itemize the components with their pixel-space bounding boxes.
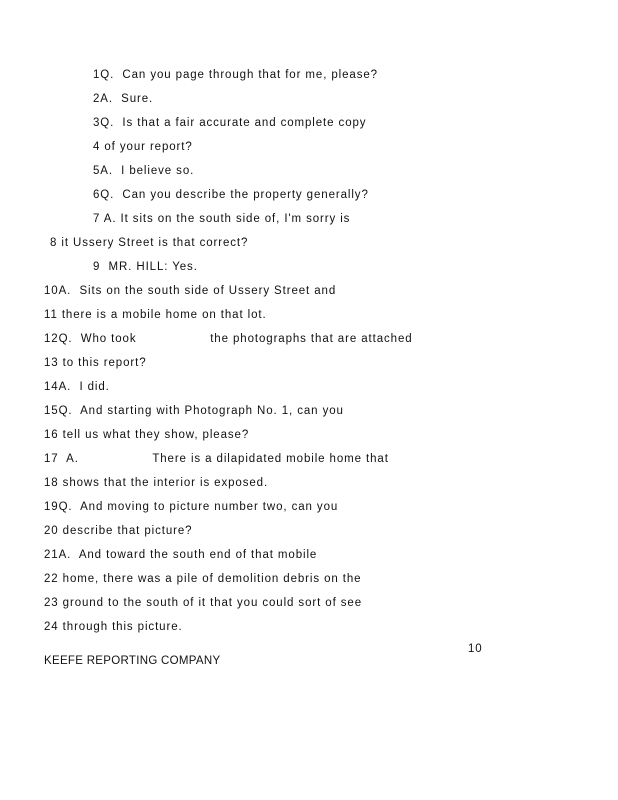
transcript-line: 15Q. And starting with Photograph No. 1, can you [44, 405, 344, 417]
transcript-line: 17 A. There is a dilapidated mobile home that [44, 453, 389, 465]
transcript-line: 18 shows that the interior is exposed. [44, 477, 269, 489]
transcript-line: 13 to this report? [44, 357, 147, 369]
transcript-line: 11 there is a mobile home on that lot. [44, 309, 267, 321]
transcript-line: 12Q. Who took the photographs that are attached [44, 333, 413, 345]
page-number: 10 [468, 643, 483, 655]
transcript-line: 7 A. It sits on the south side of, I'm sorry is [93, 213, 351, 225]
transcript-line: 5A. I believe so. [93, 165, 195, 177]
transcript-line: 4 of your report? [93, 141, 193, 153]
transcript-line: 8 it Ussery Street is that correct? [50, 237, 249, 249]
transcript-line: 10A. Sits on the south side of Ussery Street and [44, 285, 337, 297]
transcript-line: 24 through this picture. [44, 621, 183, 633]
transcript-line: 9 MR. HILL: Yes. [93, 261, 198, 273]
transcript-line: 6Q. Can you describe the property generally? [93, 189, 369, 201]
reporting-company-footer: KEEFE REPORTING COMPANY [44, 655, 221, 667]
transcript-line: 3Q. Is that a fair accurate and complete copy [93, 117, 367, 129]
transcript-line: 2A. Sure. [93, 93, 154, 105]
transcript-line: 16 tell us what they show, please? [44, 429, 250, 441]
transcript-line: 19Q. And moving to picture number two, can you [44, 501, 339, 513]
transcript-line: 21A. And toward the south end of that mobile [44, 549, 318, 561]
transcript-line: 22 home, there was a pile of demolition debris on the [44, 573, 362, 585]
transcript-line: 20 describe that picture? [44, 525, 193, 537]
transcript-line: 1Q. Can you page through that for me, please? [93, 69, 378, 81]
transcript-line: 23 ground to the south of it that you could sort of see [44, 597, 363, 609]
transcript-line: 14A. I did. [44, 381, 110, 393]
